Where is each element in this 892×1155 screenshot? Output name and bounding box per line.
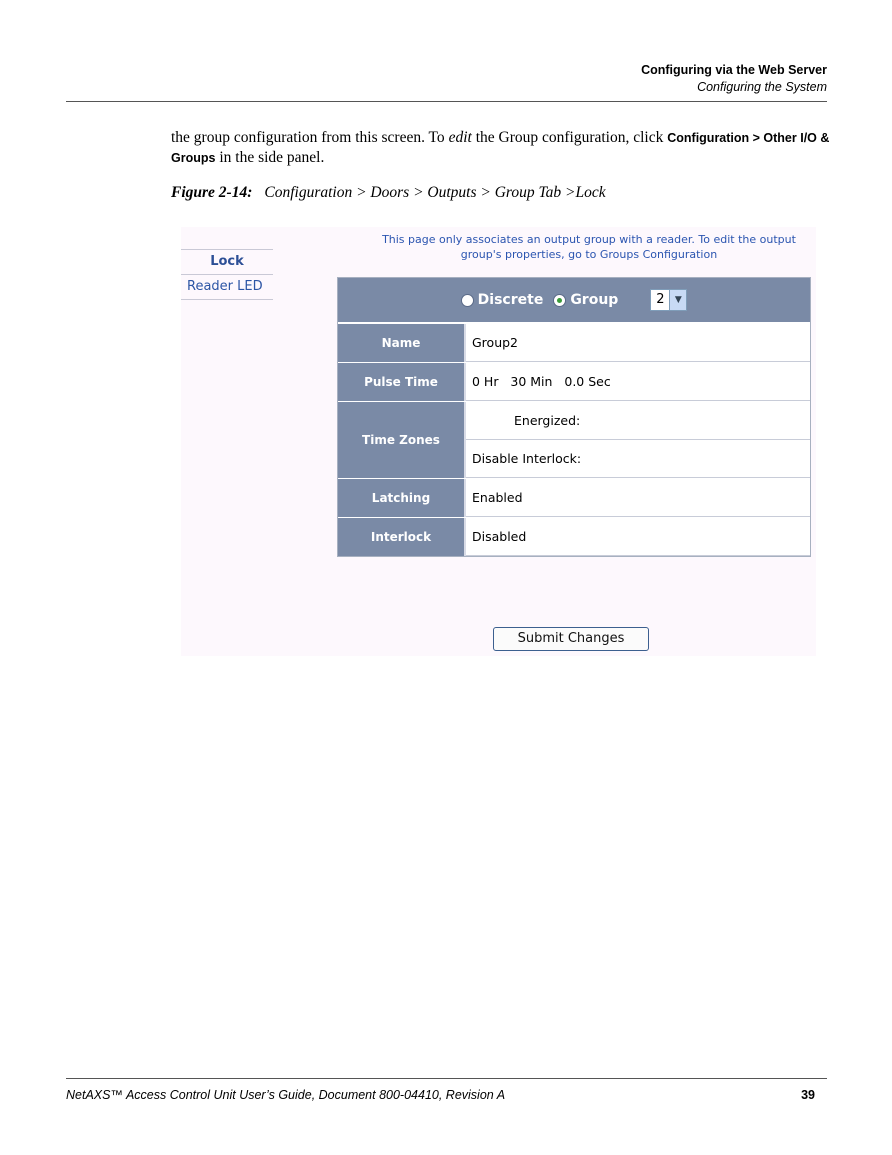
footer-rule — [66, 1078, 827, 1079]
submit-changes-button[interactable]: Submit Changes — [493, 627, 649, 651]
info-note: This page only associates an output group with a reader. To edit the output group's properties, go to Groups Configuration — [382, 233, 796, 261]
figure-caption — [171, 184, 606, 202]
time-zones-label: Time Zones — [338, 402, 466, 478]
footer-document: NetAXS™ Access Control Unit User’s Guide, Document 800-04410, Revision A — [66, 1088, 506, 1102]
energized-value: Energized: — [466, 402, 810, 440]
discrete-radio[interactable] — [461, 294, 474, 307]
interlock-label: Interlock — [338, 518, 466, 556]
name-row — [338, 323, 810, 362]
group-label: Group — [570, 292, 619, 308]
pulse-time-label: Pulse Time — [338, 363, 466, 401]
chevron-down-icon: ▼ — [669, 290, 686, 310]
web-ui-screenshot — [181, 227, 816, 656]
header-title: Configuring via the Web Server — [641, 63, 827, 77]
group-config-table — [337, 277, 811, 557]
mode-selector-row — [338, 278, 810, 323]
side-nav-item-lock[interactable]: Lock — [181, 249, 273, 274]
edit-emphasis: edit — [448, 129, 472, 146]
group-number-select[interactable] — [650, 289, 687, 311]
group-number-value: 2 — [656, 292, 665, 307]
figure-title: Configuration > Doors > Outputs > Group Tab >Lock — [264, 184, 606, 201]
page-number: 39 — [801, 1088, 815, 1102]
side-nav-item-reader-led[interactable]: Reader LED — [181, 274, 273, 300]
figure-number: Figure 2-14: — [171, 184, 253, 201]
name-label: Name — [338, 324, 466, 362]
running-header — [641, 62, 827, 96]
latching-label: Latching — [338, 479, 466, 517]
header-subtitle: Configuring the System — [697, 80, 827, 94]
disable-interlock-value: Disable Interlock: — [466, 440, 810, 478]
time-zones-row — [338, 401, 810, 478]
latching-value: Enabled — [466, 479, 810, 517]
body-paragraph: the group configuration from this screen. To edit the Group configuration, click Configuration > Other I/O & Groups in the side panel. — [171, 129, 830, 166]
side-nav — [181, 249, 273, 300]
pulse-time-value: 0 Hr 30 Min 0.0 Sec — [466, 363, 810, 401]
header-rule — [66, 101, 827, 102]
discrete-label: Discrete — [477, 292, 544, 308]
group-radio[interactable] — [553, 294, 566, 307]
name-value: Group2 — [466, 324, 810, 362]
interlock-value: Disabled — [466, 518, 810, 556]
interlock-row — [338, 517, 810, 556]
pulse-time-row — [338, 362, 810, 401]
latching-row — [338, 478, 810, 517]
menu-path: Configuration > Other I/O & Groups — [171, 131, 830, 165]
